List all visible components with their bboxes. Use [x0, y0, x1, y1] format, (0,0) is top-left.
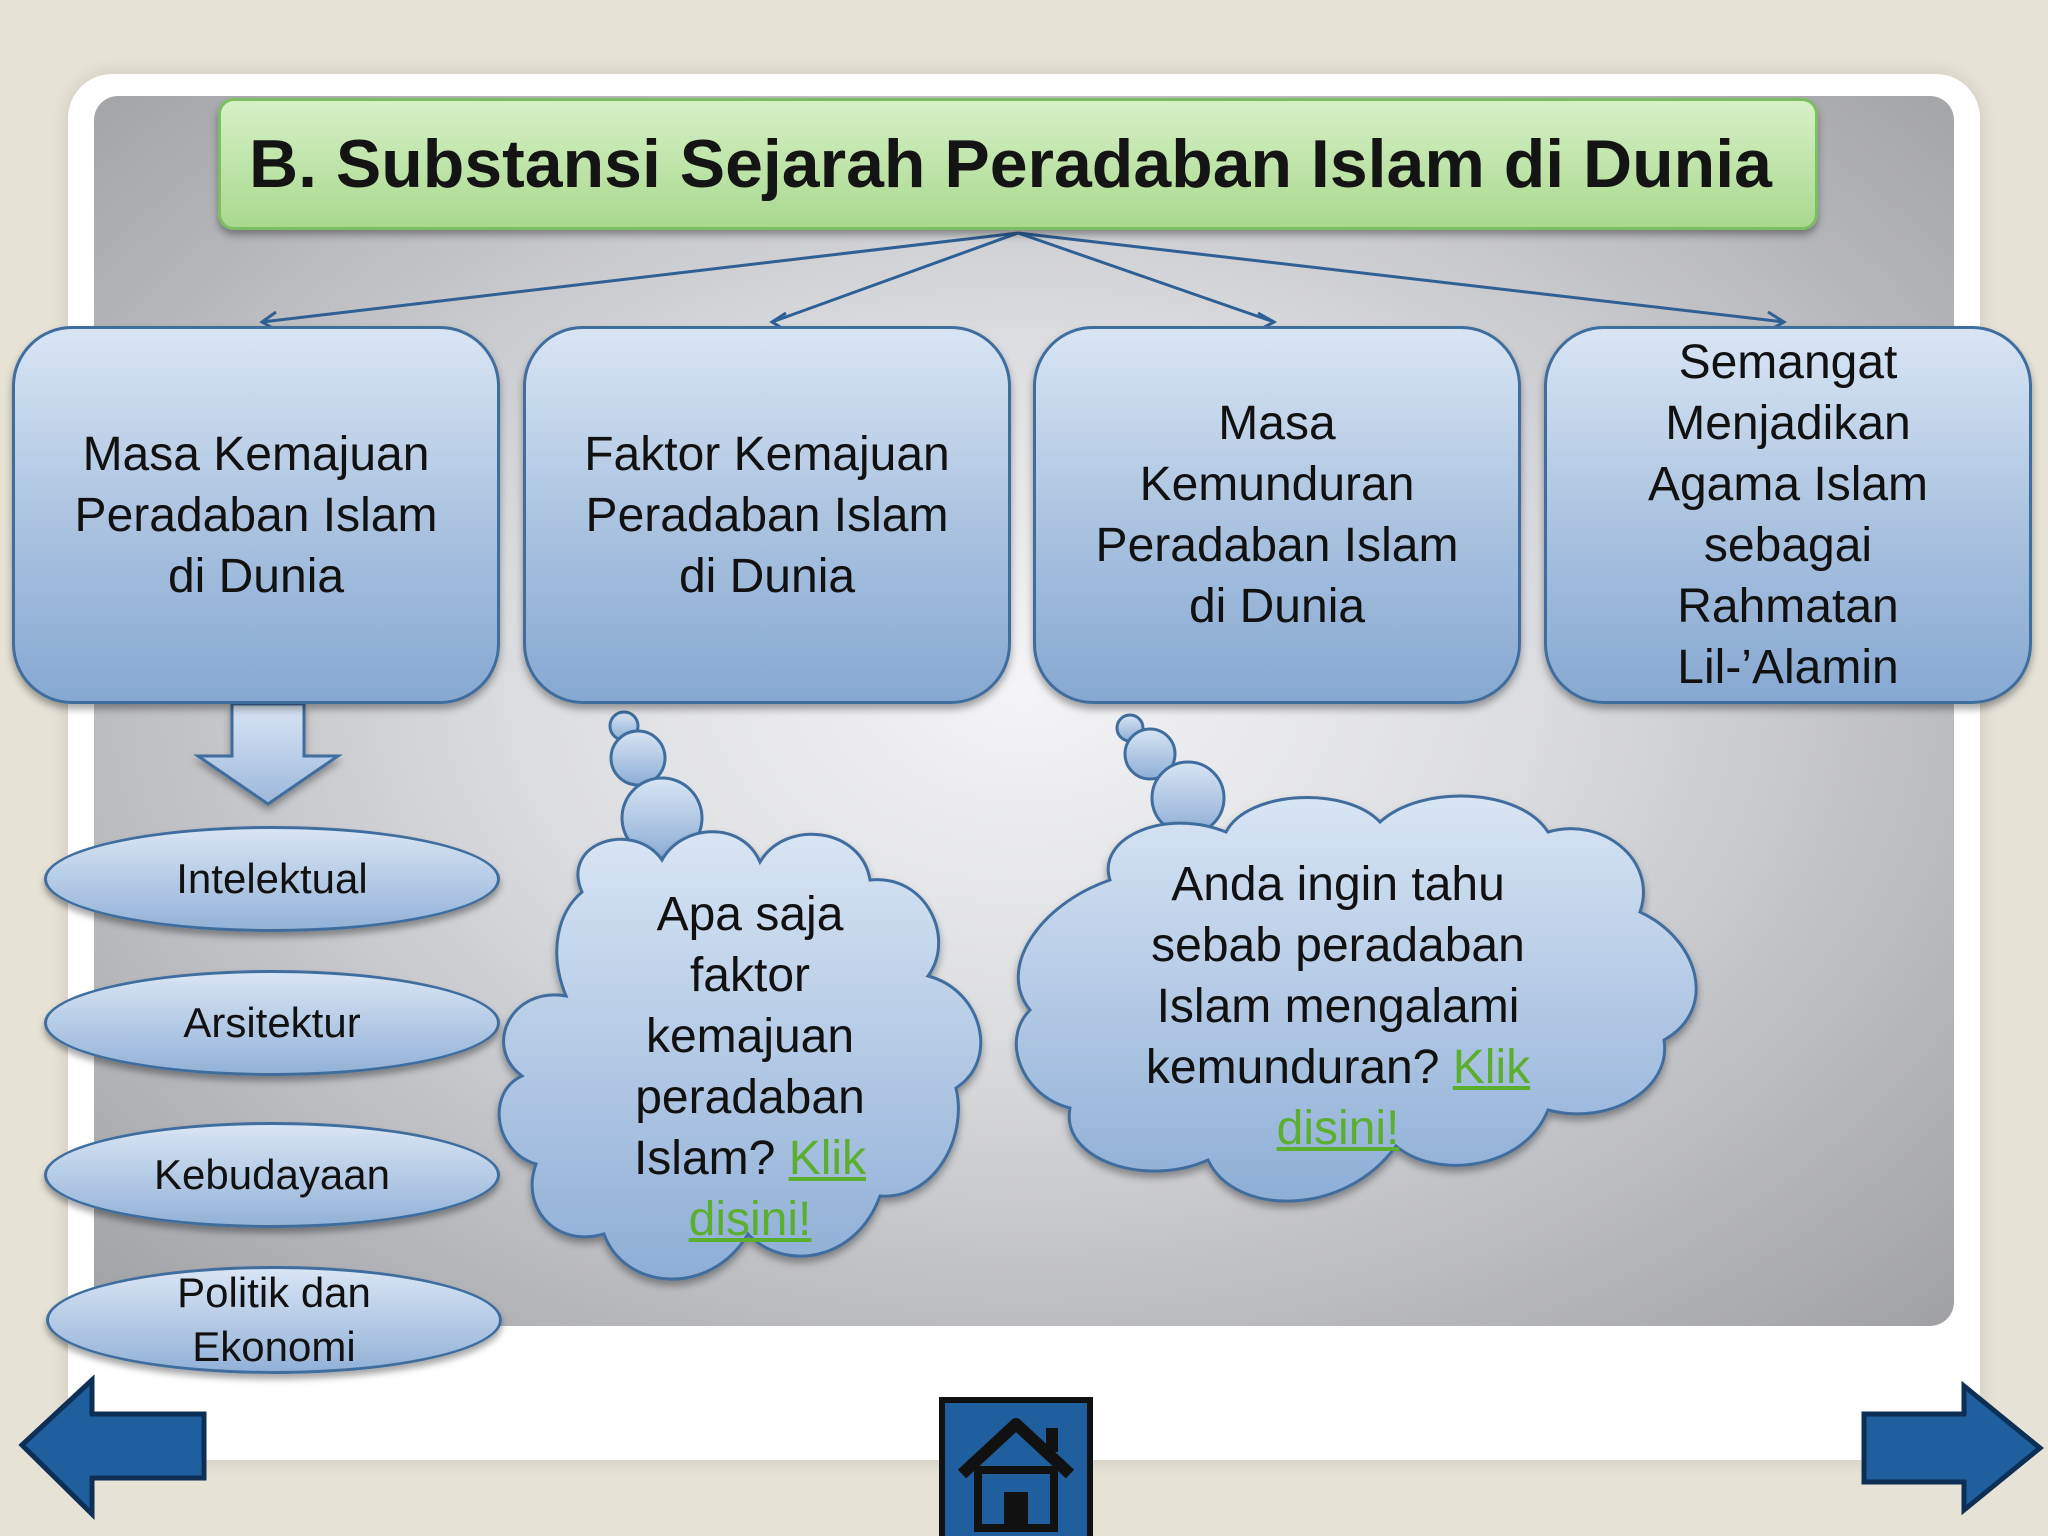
connector-lines: [262, 233, 1784, 330]
aspect-label: Intelektual: [176, 855, 368, 902]
aspect-label: Politik dan Ekonomi: [177, 1269, 371, 1370]
cloud-factor-link[interactable]: Klik disini!: [688, 1132, 867, 1246]
category-label: Masa Kemunduran Peradaban Islam di Dunia: [1095, 397, 1459, 633]
down-arrow-icon: [198, 704, 338, 804]
cloud-decline-link[interactable]: Klik disini!: [1276, 1041, 1531, 1155]
aspect-ellipse-arsitektur: [44, 970, 500, 1076]
next-arrow-icon[interactable]: [1864, 1386, 2040, 1510]
slide-title: [218, 98, 1818, 230]
slide-title-text: B. Substansi Sejarah Peradaban Islam di Dunia: [249, 126, 1772, 202]
connector-line-3: [1018, 233, 1274, 322]
category-box-faktor-kemajuan: [523, 326, 1011, 704]
aspect-ellipse-politik-ekonomi: [46, 1266, 502, 1374]
home-button[interactable]: [942, 1400, 1090, 1536]
category-label: Faktor Kemajuan Peradaban Islam di Dunia: [584, 427, 950, 603]
category-box-masa-kemunduran: [1033, 326, 1521, 704]
aspect-label: Arsitektur: [183, 999, 361, 1046]
aspect-label: Kebudayaan: [154, 1151, 390, 1198]
category-label: Semangat Menjadikan Agama Islam sebagai Rahmatan Lil-’Alamin: [1647, 336, 1929, 694]
cloud-decline-question: Anda ingin tahu sebab peradaban Islam mengalami kemunduran?: [1145, 858, 1525, 1094]
cloud-factor-question: Apa saja faktor kemajuan peradaban Islam?: [633, 888, 865, 1185]
category-box-masa-kemajuan: [12, 326, 500, 704]
cloud-decline-text: [1112, 854, 1564, 1159]
connector-line-1: [262, 233, 1018, 322]
aspect-ellipse-kebudayaan: [44, 1122, 500, 1228]
back-arrow-icon[interactable]: [22, 1380, 204, 1514]
category-box-semangat: [1544, 326, 2032, 704]
thought-bubbles-decline: [1117, 715, 1224, 834]
aspect-ellipse-intelektual: [44, 826, 500, 932]
category-label: Masa Kemajuan Peradaban Islam di Dunia: [74, 427, 438, 603]
connector-line-4: [1018, 233, 1784, 322]
cloud-factor-text: [602, 884, 898, 1250]
